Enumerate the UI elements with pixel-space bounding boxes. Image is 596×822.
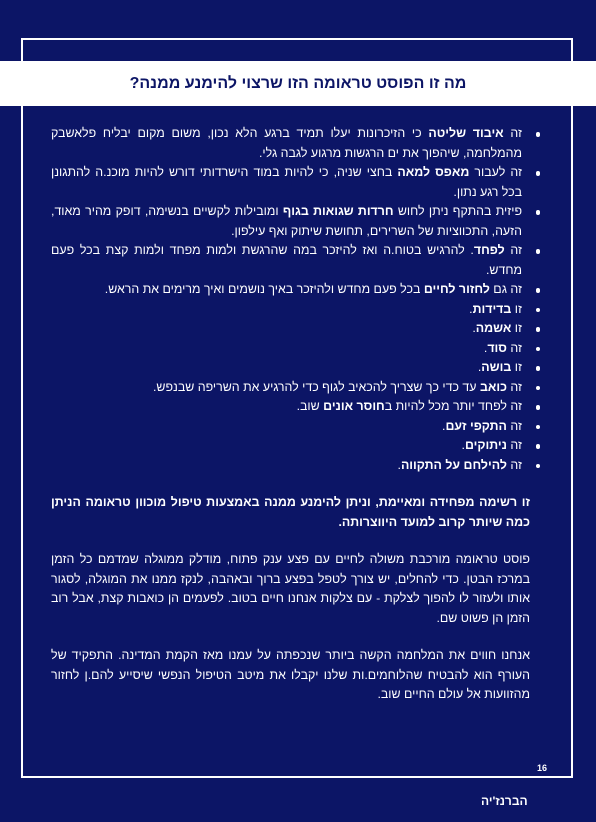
bullet-icon [536,132,541,137]
bullet-icon [536,366,541,371]
title-bar [0,61,596,106]
body-paragraph-2: אנחנו חווים את המלחמה הקשה ביותר שנכפתה על עמנו מאז הקמת המדינה. התפקיד של העורף הוא להבטיח שהלוחמים.ות שלנו יקבלו את מיטב הטיפול הנפשי שיסייע להם.ן לחזור מהזוועות אל עולם החיים שוב. [51,648,530,701]
brand-logo-text: הברנז'יה [481,794,528,808]
body-paragraph-1: פוסט טראומה מורכבת משולה לחיים עם פצע ענק פתוח, מודלק ממוגלה שמדמם כל הזמן במרכז הבטן. כדי להחלים, יש צורך לטפל בפצע ברוך ובאהבה, לנקז ממנו את המוגלה, לסגור אותו ולעזור לו להפוך לצלקת - עם צלקות אנחנו חיים בטוב. לפעמים הן כואבות קצת, אבל רוב הזמן הן פשוט שם. [51,552,530,625]
bullet-icon [536,464,541,469]
bullet-icon [536,386,541,391]
list-item: זה סוד. [51,339,530,359]
list-item: זו בושה. [51,358,530,378]
list-item: זה להילחם על התקווה. [51,456,530,476]
bullet-icon [536,347,541,352]
bullet-icon [536,210,541,215]
list-item: זה איבוד שליטה כי הזיכרונות יעלו תמיד ברגע הלא נכון, משום מקום יבליח פלאשבק מהמלחמה, שיהפוך את ים הרגשות מרגוע לגבה גלי. [51,124,530,163]
bullet-icon [536,308,541,313]
list-item: זה לעבור מאפס למאה בחצי שניה, כי להיות במוד הישרדותי דורש להיות מוכנ.ה להתגונן בכל רגע נתון. [51,163,530,202]
bullet-icon [536,288,541,293]
main-content [51,124,530,717]
list-item: זה לפחד. להרגיש בטוח.ה ואז להיזכר במה שהרגשת ולמות מפחד ולמות קצת בכל פעם מחדש. [51,241,530,280]
bullet-icon [536,444,541,449]
page-title: מה זו הפוסט טראומה הזו שרצוי להימנע ממנה? [129,74,467,92]
bullet-icon [536,249,541,254]
list-item: זה ניתוקים. [51,436,530,456]
list-item: זה כואב עד כדי כך שצריך להכאיב לגוף כדי להרגיע את השריפה שבנפש. [51,378,530,398]
list-item: זו אשמה. [51,319,530,339]
list-item: זו בדידות. [51,300,530,320]
list-item: זה התקפי זעם. [51,417,530,437]
page-number: 16 [537,763,548,773]
summary-paragraph: זו רשימה מפחידה ומאיימת, וניתן להימנע ממנה באמצעות טיפול מוכוון טראומה הניתן כמה שיותר קרוב למועד היווצרותה. [51,495,530,529]
list-item: זה גם לחזור לחיים בכל פעם מחדש ולהיזכר באיך נושמים ואיך מרימים את הראש. [51,280,530,300]
symptom-list [51,124,530,475]
bullet-icon [536,425,541,430]
bullet-icon [536,327,541,332]
bullet-icon [536,171,541,176]
bullet-icon [536,405,541,410]
list-item: פיזית בהתקף ניתן לחוש חרדות שגואות בגוף ומובילות לקשיים בנשימה, דופק מהיר מאוד, הזעה, התכווציות של השרירים, תחושת שיתוק ואף עילפון. [51,202,530,241]
list-item: זה לפחד יותר מכל להיות בחוסר אונים שוב. [51,397,530,417]
